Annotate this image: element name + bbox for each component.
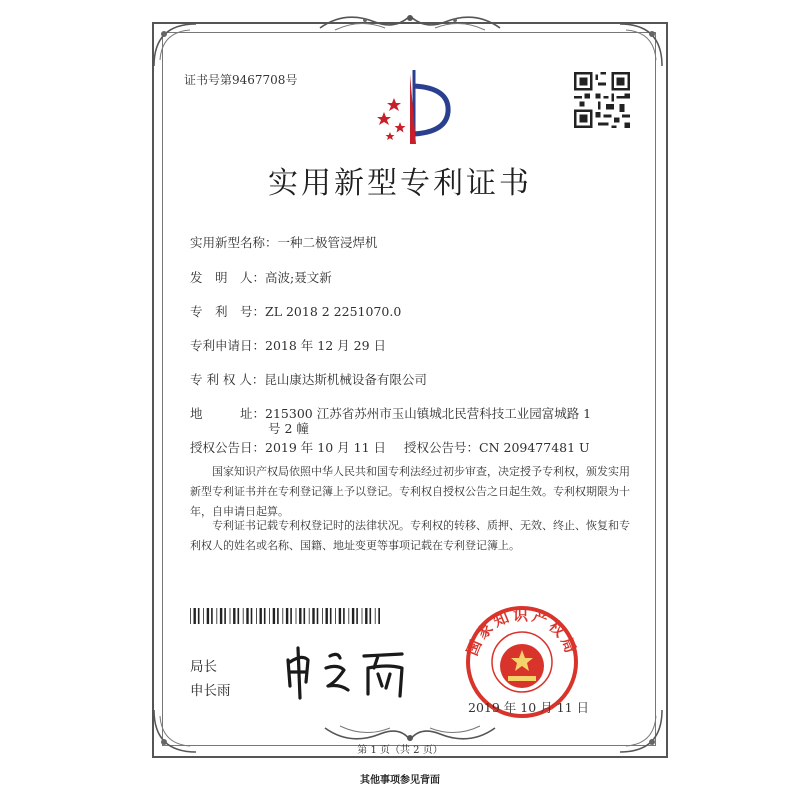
barcode-bar: [233, 608, 235, 624]
field-label: 发 明 人：: [190, 270, 266, 285]
barcode-bar: [238, 608, 240, 624]
field-value: 215300 江苏省苏州市玉山镇城北民营科技工业园富城路 1: [265, 406, 592, 421]
barcode-bar: [269, 608, 270, 624]
barcode-bar: [264, 608, 266, 624]
barcode-bar: [309, 608, 310, 624]
barcode-bar: [343, 608, 345, 624]
field-address-line2: 号 2 幢: [268, 421, 309, 436]
barcode-bar: [216, 608, 217, 624]
barcode-bar: [190, 608, 191, 624]
field-value: ZL 2018 2 2251070.0: [265, 304, 402, 319]
barcode-bar: [312, 608, 314, 624]
field-inventor: [190, 268, 332, 286]
barcode-bar: [326, 608, 328, 624]
barcode-bar: [251, 608, 253, 624]
field-label: 授权公告日：: [190, 440, 266, 455]
barcode-bar: [260, 608, 262, 624]
field-label: 地 址：: [190, 406, 266, 421]
field-value: CN 209477481 U: [479, 440, 590, 455]
barcode-bar: [365, 608, 367, 624]
barcode-bar: [224, 608, 226, 624]
field-label: 专利申请日：: [190, 338, 266, 353]
barcode-bar: [282, 608, 283, 624]
barcode-bar: [273, 608, 275, 624]
barcode-bar: [352, 608, 354, 624]
barcode-bar: [246, 608, 248, 624]
certificate-title: 实用新型专利证书: [268, 166, 532, 201]
field-label: 授权公告号：: [404, 440, 480, 455]
field-patent-number: [190, 302, 401, 320]
barcode-bar: [378, 608, 380, 624]
barcode-bar: [207, 608, 209, 624]
barcode-bar: [330, 608, 332, 624]
barcode-bar: [198, 608, 200, 624]
footer-note: 其他事项参见背面: [360, 775, 440, 786]
field-value: 2018 年 12 月 29 日: [265, 338, 387, 353]
corner-ornament-top-left: [150, 20, 200, 70]
field-filing-date: [190, 336, 386, 354]
field-address: [190, 404, 591, 422]
barcode-bar: [256, 608, 257, 624]
barcode-bar: [277, 608, 279, 624]
barcode-bar: [194, 608, 196, 624]
legal-status-note: 专利证书记载专利权登记时的法律状况。专利权的转移、质押、无效、终止、恢复和专利权人的姓名或名称、国籍、地址变更等事项记载在专利登记簿上。: [190, 519, 630, 552]
field-label: 实用新型名称：: [190, 235, 278, 250]
cnipa-logo: [370, 68, 454, 146]
field-value: 高波;聂文新: [265, 270, 332, 285]
barcode-bar: [299, 608, 301, 624]
top-ornament: [315, 8, 505, 36]
field-grant-number: [404, 438, 590, 456]
qr-code: [574, 72, 630, 128]
certificate-number: 证书号第9467708号: [184, 73, 298, 87]
field-patent-holder: [190, 370, 427, 388]
signatory-name: 申长雨: [190, 683, 231, 699]
field-value: 2019 年 10 月 11 日: [265, 440, 387, 455]
field-grant-date: [190, 438, 386, 456]
barcode-bar: [356, 608, 358, 624]
barcode-bar: [339, 608, 341, 624]
barcode-bar: [335, 608, 336, 624]
barcode-bar: [230, 608, 231, 624]
barcode-bar: [348, 608, 349, 624]
barcode-bar: [211, 608, 213, 624]
seal-date: 2019 年 10 月 11 日: [468, 700, 589, 715]
barcode-bar: [296, 608, 297, 624]
barcode-bar: [243, 608, 244, 624]
field-utility-model-name: [190, 233, 378, 251]
barcode-bar: [317, 608, 319, 624]
barcode-bar: [304, 608, 306, 624]
barcode-bar: [362, 608, 363, 624]
field-label: 专 利 权 人：: [190, 372, 265, 387]
field-value: 一种二极管浸焊机: [277, 235, 378, 250]
signatory-title: 局长: [190, 659, 217, 675]
barcode-bar: [203, 608, 204, 624]
page-number: 第 1 页（共 2 页）: [357, 745, 443, 756]
barcode: [190, 608, 380, 624]
barcode-bar: [322, 608, 323, 624]
field-label: 专 利 号：: [190, 304, 266, 319]
barcode-bar: [290, 608, 292, 624]
barcode-bar: [370, 608, 372, 624]
corner-ornament-top-right: [616, 20, 666, 70]
field-value: 昆山康达斯机械设备有限公司: [264, 372, 427, 387]
barcode-bar: [286, 608, 288, 624]
handwritten-signature: [278, 642, 418, 702]
barcode-bar: [375, 608, 376, 624]
certificate-statement: 国家知识产权局依照中华人民共和国专利法经过初步审查，决定授予专利权，颁发实用新型专利证书并在专利登记簿上予以登记。专利权自授权公告之日起生效。专利权期限为十年，自申请日起算。: [190, 465, 630, 518]
seal-text: 国家知识产权局: [463, 606, 581, 659]
barcode-bar: [220, 608, 222, 624]
